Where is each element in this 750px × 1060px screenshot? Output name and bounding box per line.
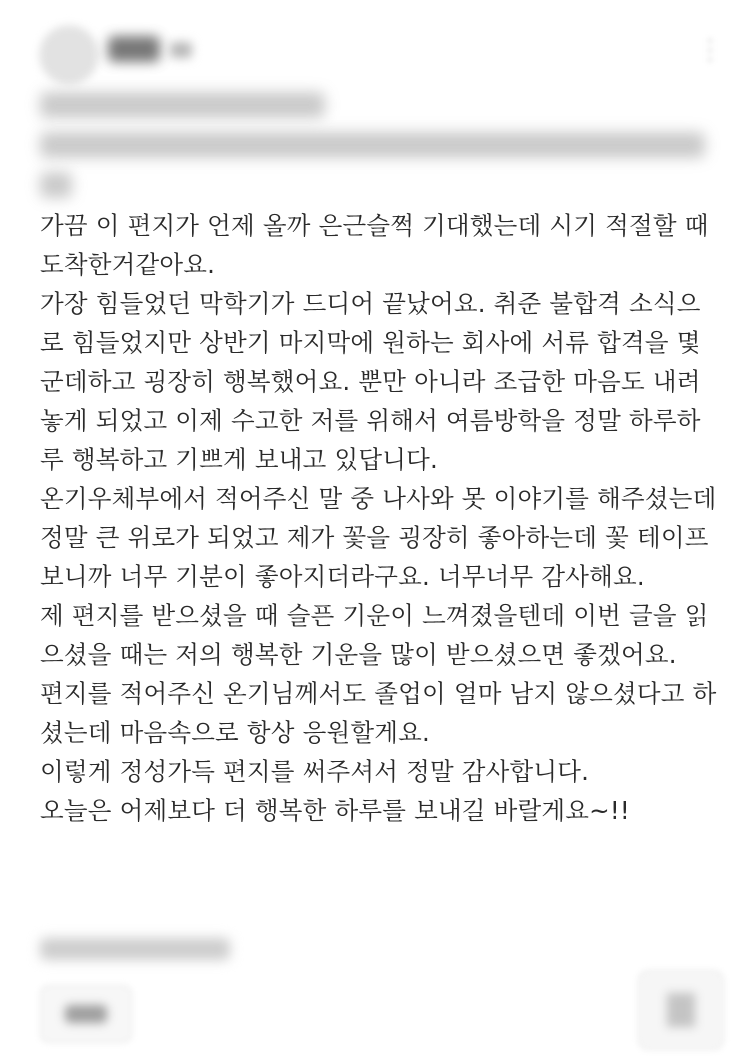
blurred-line — [40, 172, 72, 198]
scroll-top-button[interactable] — [638, 970, 724, 1050]
arrow-up-icon — [667, 993, 695, 1027]
paragraph: 제 편지를 받으셨을 때 슬픈 기운이 느껴졌을텐데 이번 글을 읽으셨을 때는 저의 행복한 기운을 많이 받으셨으면 좋겠어요. — [40, 601, 709, 669]
avatar[interactable] — [38, 24, 100, 86]
author-name-blurred[interactable] — [108, 36, 160, 62]
paragraph: 이렇게 정성가득 편지를 써주셔서 정말 감사합니다. — [40, 757, 590, 786]
blurred-intro-text — [40, 92, 720, 202]
more-options-icon[interactable]: ⋮ — [696, 33, 724, 66]
paragraph: 편지를 적어주신 온기님께서도 졸업이 얼마 남지 않으셨다고 하셨는데 마음속으로 항상 응원할게요. — [40, 679, 717, 747]
paragraph: 온기우체부에서 적어주신 말 중 나사와 못 이야기를 해주셨는데 정말 큰 위로가 되었고 제가 꽃을 굉장히 좋아하는데 꽃 테이프보니까 너무 기분이 좋아지더라구요. 너무너무 감사해요. — [40, 484, 717, 591]
reply-button[interactable] — [40, 985, 132, 1043]
post-body — [40, 206, 720, 830]
paragraph: 오늘은 어제보다 더 행복한 하루를 보내길 바랄게요~!! — [40, 796, 630, 825]
author-badge-blurred — [170, 42, 192, 58]
paragraph: 가장 힘들었던 막학기가 드디어 끝났어요. 취준 불합격 소식으로 힘들었지만 상반기 마지막에 원하는 회사에 서류 합격을 몇군데하고 굉장히 행복했어요. 뿐만 아니라 조급한 마음도 내려놓게 되었고 이제 수고한 저를 위해서 여름방학을 정말 하루하루 행복하고 기쁘게 보내고 있답니다. — [40, 289, 701, 474]
paragraph: 가끔 이 편지가 언제 올까 은근슬쩍 기대했는데 시기 적절할 때 도착한거같아요. — [40, 211, 709, 279]
blurred-line — [40, 92, 325, 118]
blurred-line — [40, 132, 705, 158]
reply-button-label-blurred — [65, 1005, 107, 1023]
post-header — [0, 0, 750, 95]
post-date-blurred — [40, 938, 230, 960]
